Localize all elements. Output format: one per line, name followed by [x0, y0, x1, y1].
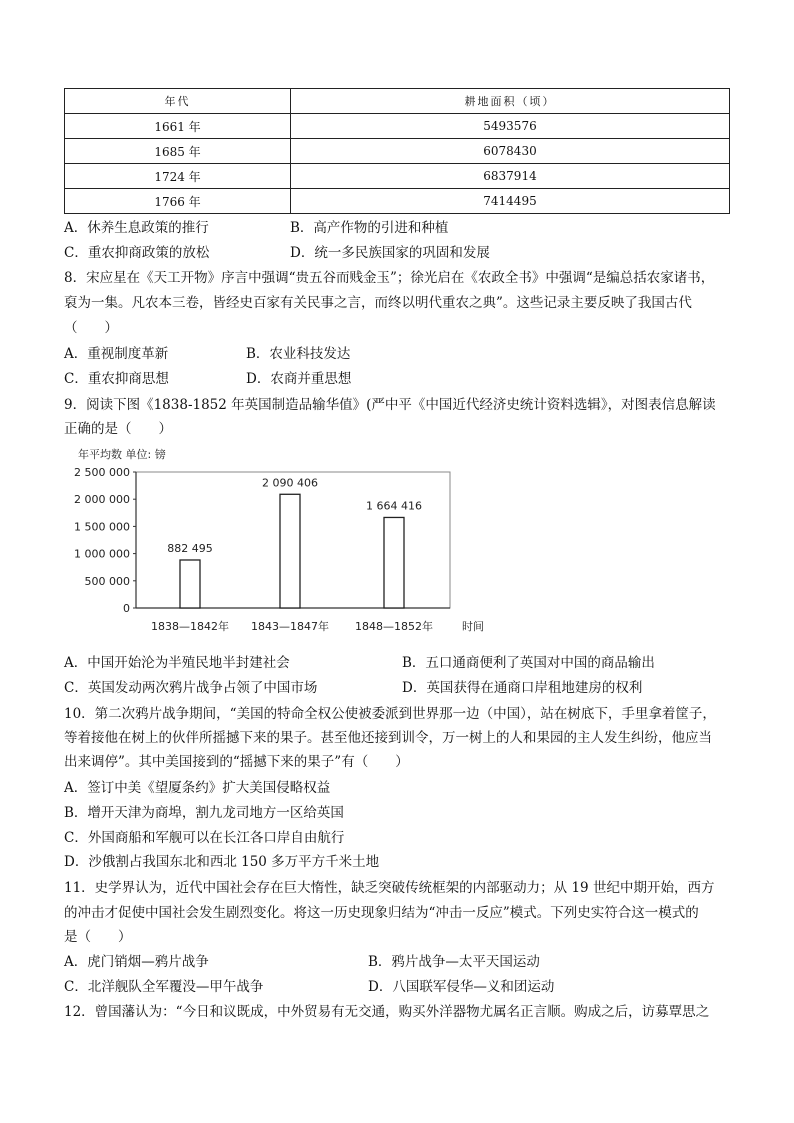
- q10-option-d: D．沙俄割占我国东北和西北 150 多万平方千米土地: [64, 854, 380, 870]
- q11-stem-line3: 是（ ）: [64, 929, 132, 945]
- table-header: 年代: [65, 89, 291, 114]
- q8-option-d: D．农商并重思想: [246, 371, 352, 387]
- chart-y-tick-label: 500 000: [84, 574, 130, 588]
- chart-bar: [280, 494, 300, 608]
- table-row: [65, 164, 730, 189]
- q11-option-b: B．鸦片战争—太平天国运动: [368, 954, 540, 970]
- chart-y-axis-label: 年平均数 单位: 镑: [78, 448, 166, 461]
- chart-x-axis-label: 时间: [462, 620, 484, 633]
- table-header-row: [65, 89, 730, 114]
- q11-option-a: A．虎门销烟—鸦片战争: [64, 954, 209, 970]
- chart-y-tick-label: 0: [123, 602, 130, 615]
- q8-option-c: C．重农抑商思想: [64, 371, 169, 387]
- chart-data-label: 2 090 406: [262, 476, 318, 490]
- q11-stem-line2: 的冲击才促使中国社会发生剧烈变化。将这一历史现象归结为“冲击一反应”模式。下列史实符合这一模式的: [64, 905, 699, 921]
- table-row: [65, 139, 730, 164]
- q10-stem-line2: 等着接他在树上的伙伴所摇撼下来的果子。甚至他还接到训令，万一树上的人和果园的主人发生纠纷，他应当: [64, 730, 712, 746]
- table-header: 耕地面积（顷）: [290, 89, 729, 114]
- q9-option-d: D．英国获得在通商口岸租地建房的权利: [402, 680, 643, 696]
- chart-data-label: 1 664 416: [366, 499, 422, 513]
- q9-option-a: A．中国开始沦为半殖民地半封建社会: [64, 655, 290, 671]
- chart-y-tick-label: 2 000 000: [74, 493, 130, 507]
- chart-data-label: 882 495: [167, 541, 213, 555]
- table-row: [65, 114, 730, 139]
- table-cell: 1685 年: [65, 139, 291, 164]
- q8-stem-line2: 裒为一集。凡农本三卷，皆经史百家有关民事之言，而终以明代重农之典”。这些记录主要反映了我国古代: [64, 295, 692, 311]
- chart-x-tick-label: 1848—1852年: [355, 620, 433, 633]
- table-cell: 6078430: [290, 139, 729, 164]
- q8-option-b: B．农业科技发达: [246, 346, 351, 362]
- q9-stem-line1: 9．阅读下图《1838-1852 年英国制造品输华值》(严中平《中国近代经济史统计资料选辑》，对图表信息解读: [64, 397, 716, 413]
- table-cell: 1766 年: [65, 189, 291, 214]
- q7-option-c: C．重农抑商政策的放松: [64, 245, 210, 261]
- table-cell: 7414495: [290, 189, 729, 214]
- q10-option-a: A．签订中美《望厦条约》扩大美国侵略权益: [64, 780, 331, 796]
- chart-y-tick-label: 2 500 000: [74, 466, 130, 479]
- chart-y-tick-label: 1 000 000: [74, 547, 130, 561]
- q8-option-a: A．重视制度革新: [64, 346, 169, 362]
- chart-y-tick-label: 1 500 000: [74, 520, 130, 534]
- q12-stem-line1: 12．曾国藩认为：“今日和议既成，中外贸易有无交通，购买外洋器物尤属名正言顺。购成之后，访募覃思之: [64, 1004, 710, 1020]
- q7-option-d: D．统一多民族国家的巩固和发展: [290, 245, 490, 261]
- q9-option-b: B．五口通商便利了英国对中国的商品输出: [402, 655, 655, 671]
- trade-bar-chart: [64, 444, 484, 640]
- q10-stem-line3: 出来调停”。其中美国接到的“摇撼下来的果子”有（ ）: [64, 754, 409, 770]
- q10-stem-line1: 10．第二次鸦片战争期间，“美国的特命全权公使被委派到世界那一边（中国），站在树底下，手里拿着筐子，: [64, 706, 716, 722]
- q10-option-c: C．外国商船和军舰可以在长江各口岸自由航行: [64, 830, 345, 846]
- table-row: [65, 189, 730, 214]
- q11-option-c: C．北洋舰队全军覆没—甲午战争: [64, 979, 264, 995]
- q8-stem-line3: （ ）: [64, 320, 118, 336]
- q9-stem-line2: 正确的是（ ）: [64, 421, 172, 437]
- table-cell: 1724 年: [65, 164, 291, 189]
- q9-option-c: C．英国发动两次鸦片战争占领了中国市场: [64, 680, 318, 696]
- table-cell: 5493576: [290, 114, 729, 139]
- q8-stem-line1: 8．宋应星在《天工开物》序言中强调“贵五谷而贱金玉”；徐光启在《农政全书》中强调“是编总括农家诸书，: [64, 270, 715, 286]
- table-cell: 6837914: [290, 164, 729, 189]
- table-cell: 1661 年: [65, 114, 291, 139]
- q11-option-d: D．八国联军侵华—义和团运动: [368, 979, 555, 995]
- chart-x-tick-label: 1838—1842年: [151, 620, 229, 633]
- q7-option-b: B．高产作物的引进和种植: [290, 220, 449, 236]
- q10-option-b: B．增开天津为商埠，割九龙司地方一区给英国: [64, 805, 344, 821]
- q7-option-a: A．休养生息政策的推行: [64, 220, 209, 236]
- farmland-table: [64, 88, 730, 214]
- chart-bar: [384, 517, 404, 608]
- chart-x-tick-label: 1843—1847年: [251, 620, 329, 633]
- q11-stem-line1: 11．史学界认为，近代中国社会存在巨大惰性，缺乏突破传统框架的内部驱动力；从 19 世纪中期开始，西方: [64, 880, 715, 896]
- chart-bar: [180, 560, 200, 608]
